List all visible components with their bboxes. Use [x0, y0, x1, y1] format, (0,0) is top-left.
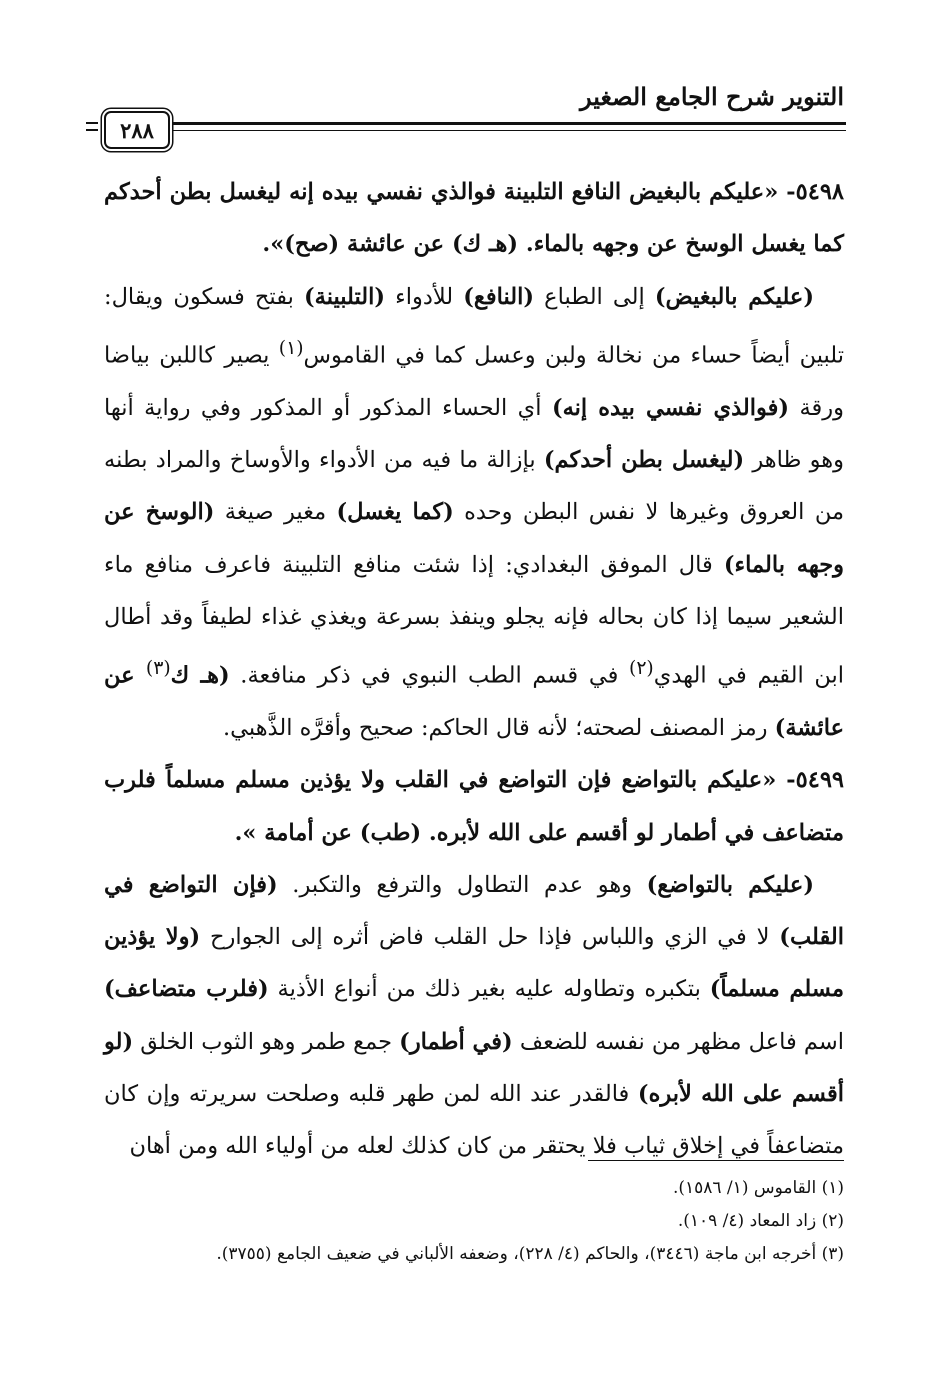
commentary-text: في قسم الطب النبوي في ذكر منافعة. — [229, 662, 629, 689]
footnote-ref: (٣) — [145, 658, 171, 680]
matn-quote: (في أطمار) — [399, 1028, 513, 1055]
hadith-5499: ٥٤٩٩- «عليكم بالتواضع فإن التواضع في القلب ولا يؤذين مسلم مسلماً فلرب متضاعف في أطمار لو أقسم على الله لأبره. (طب) عن أمامة ». — [104, 767, 844, 846]
matn-quote: (فلرب متضاعف) — [104, 976, 269, 1003]
commentary-text: يصير كاللبن بياضا ورقة — [104, 342, 845, 421]
commentary-text: مغير صيغة — [214, 499, 337, 526]
matn-quote: (الوسخ عن وجهه بالماء) — [104, 499, 844, 578]
footnote-2: (٢) زاد المعاد (٤/ ١٠٩). — [677, 1211, 844, 1231]
matn-quote: (النافع) — [463, 283, 535, 310]
matn-quote: (ولا يؤذين مسلم مسلماً) — [104, 924, 844, 1003]
footnotes — [104, 1172, 844, 1271]
matn-quote: (عليكم بالبغيض) — [654, 283, 815, 310]
running-title: التنوير شرح الجامع الصغير — [580, 82, 844, 111]
commentary-text: للأدواء — [385, 283, 464, 310]
matn-quote: عن عائشة) — [104, 662, 844, 741]
matn-quote: (لو أقسم على الله لأبره) — [104, 1028, 844, 1108]
commentary-5499 — [104, 859, 844, 1173]
footnote-rule — [588, 1160, 844, 1161]
commentary-text: فالقدر عند الله لمن طهر قلبه وصلحت سريرته وإن كان متضاعفاً في إخلاق ثياب فلا يحتقر من كان كذلك لعله من أولياء الله ومن أهان — [104, 1081, 844, 1160]
hadith-5498: ٥٤٩٨- «عليكم بالبغيض النافع التلبينة فوالذي نفسي بيده إنه ليغسل بطن أحدكم كما يغسل الوسخ عن وجهه بالماء. (هـ ك) عن عائشة (صح)». — [104, 179, 844, 258]
footnote-ref: (١) — [278, 337, 304, 359]
header-rule — [165, 122, 846, 131]
footnote-1: (١) القاموس (١/ ١٥٨٦). — [672, 1178, 844, 1198]
matn-quote: (ليغسل بطن أحدكم) — [543, 446, 745, 473]
matn-quote: (هـ ك — [170, 662, 230, 689]
page-number: ٢٨٨ — [104, 111, 170, 149]
commentary-text: أي الحساء المذكور أو المذكور وفي رواية أنها وهو ظاهر — [104, 394, 844, 473]
commentary-text: جمع طمر وهو الثوب الخلق — [133, 1028, 400, 1055]
commentary-text: بإزالة ما فيه من الأدواء والأوساخ والمراد بطنه من العروق وغيرها لا نفس البطن وحده — [104, 446, 844, 526]
main-text — [104, 166, 844, 1173]
header-dash — [86, 122, 98, 131]
commentary-text: بفتح فسكون ويقال: تلبين أيضاً حساء من نخالة ولبن وعسل كما في القاموس — [104, 283, 844, 369]
matn-quote: (فإن التواضع في القلب) — [104, 871, 844, 951]
footnote-ref: (٢) — [628, 658, 654, 680]
commentary-text: إلى الطباع — [534, 283, 655, 310]
commentary-text: قال الموفق البغدادي: إذا شئت منافع التلبينة فاعرف منافع ماء الشعير سيما إذا كان بحاله فإنه يجلو وينفذ بسرعة ويغذي غذاء لطيفاً وقد أطال ابن القيم في الهدي — [104, 551, 844, 689]
matn-quote: (عليكم بالتواضع) — [646, 871, 815, 898]
matn-quote: (فوالذي نفسي بيده إنه) — [551, 394, 790, 421]
commentary-text: رمز المصنف لصحته؛ لأنه قال الحاكم: صحيح وأقرَّه الذَّهبي. — [223, 714, 775, 741]
matn-quote: (التلبينة) — [303, 283, 386, 310]
commentary-text: وهو عدم التطاول والترفع والتكبر. — [277, 871, 647, 898]
commentary-text: لا في الزي واللباس فإذا حل القلب فاض أثره إلى الجوارح — [200, 924, 780, 951]
matn-quote: (كما يغسل) — [336, 499, 454, 526]
commentary-text: بتكبره وتطاوله عليه بغير ذلك من أنواع الأذية — [268, 976, 710, 1003]
commentary-5498 — [104, 271, 844, 755]
footnote-3: (٣) أخرجه ابن ماجة (٣٤٤٦)، والحاكم (٤/ ٢٢٨)، وضعفه الألباني في ضعيف الجامع (٣٧٥٥). — [216, 1244, 844, 1264]
commentary-text: اسم فاعل مظهر من نفسه للضعف — [512, 1028, 844, 1055]
